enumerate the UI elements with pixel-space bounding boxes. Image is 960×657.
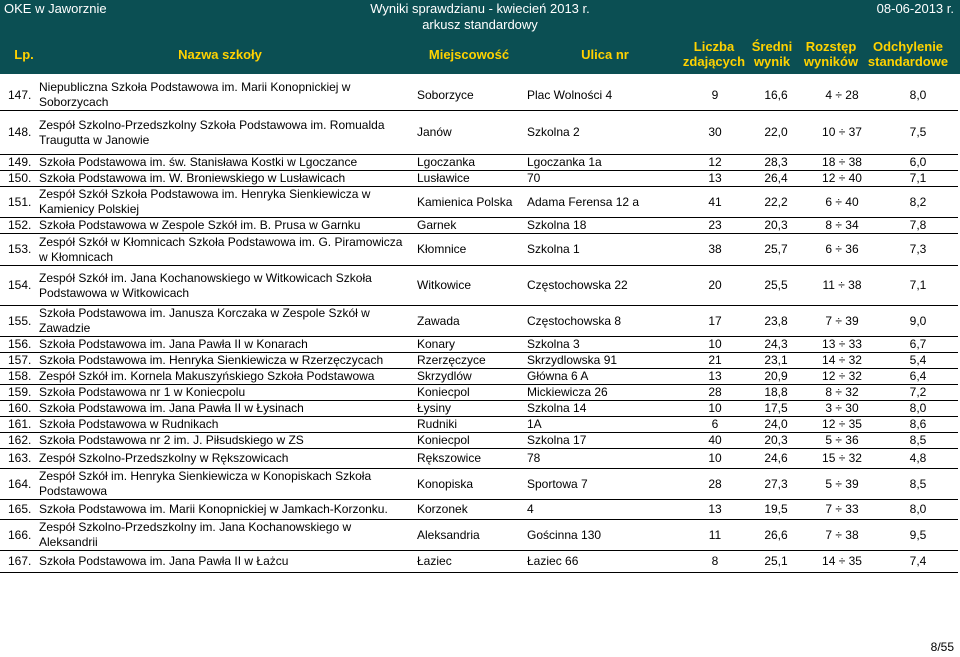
table-row bbox=[0, 401, 958, 417]
cell-sd: 7,2 bbox=[878, 385, 958, 401]
cell-count: 9 bbox=[684, 80, 746, 111]
cell-count: 13 bbox=[684, 500, 746, 520]
cell-street: Plac Wolności 4 bbox=[524, 80, 684, 111]
cell-sd: 7,5 bbox=[878, 111, 958, 155]
cell-town: Kamienica Polska bbox=[414, 187, 524, 218]
cell-school: Szkoła Podstawowa im. Jana Pawła II w Konarach bbox=[36, 337, 414, 353]
table-row bbox=[0, 500, 958, 520]
cell-lp: 147. bbox=[0, 80, 36, 111]
cell-school: Szkoła Podstawowa w Rudnikach bbox=[36, 417, 414, 433]
cell-sd: 9,0 bbox=[878, 306, 958, 337]
cell-school: Zespół Szkolno-Przedszkolny w Rększowicach bbox=[36, 449, 414, 469]
table-row bbox=[0, 218, 958, 234]
header-lp: Lp. bbox=[14, 46, 34, 62]
cell-school: Szkoła Podstawowa im. Marii Konopnickiej w Jamkach-Korzonku. bbox=[36, 500, 414, 520]
cell-sd: 7,1 bbox=[878, 171, 958, 187]
cell-count: 12 bbox=[684, 155, 746, 171]
cell-town: Rększowice bbox=[414, 449, 524, 469]
header-range: Rozstęp wyników bbox=[803, 39, 859, 69]
cell-range: 18 ÷ 38 bbox=[806, 155, 878, 171]
cell-range: 8 ÷ 32 bbox=[806, 385, 878, 401]
cell-mean: 24,3 bbox=[746, 337, 806, 353]
cell-sd: 9,5 bbox=[878, 520, 958, 551]
table-row bbox=[0, 155, 958, 171]
cell-street: Lgoczanka 1a bbox=[524, 155, 684, 171]
cell-town: Lgoczanka bbox=[414, 155, 524, 171]
cell-count: 8 bbox=[684, 551, 746, 573]
table-row bbox=[0, 520, 958, 551]
cell-town: Rudniki bbox=[414, 417, 524, 433]
cell-mean: 17,5 bbox=[746, 401, 806, 417]
cell-mean: 24,0 bbox=[746, 417, 806, 433]
cell-sd: 6,4 bbox=[878, 369, 958, 385]
table-row bbox=[0, 234, 958, 266]
cell-count: 10 bbox=[684, 337, 746, 353]
cell-sd: 8,0 bbox=[878, 80, 958, 111]
table-row bbox=[0, 171, 958, 187]
cell-sd: 7,1 bbox=[878, 266, 958, 306]
cell-mean: 20,3 bbox=[746, 218, 806, 234]
cell-lp: 165. bbox=[0, 500, 36, 520]
cell-lp: 154. bbox=[0, 266, 36, 306]
cell-street: Szkolna 2 bbox=[524, 111, 684, 155]
cell-town: Soborzyce bbox=[414, 80, 524, 111]
cell-sd: 8,6 bbox=[878, 417, 958, 433]
cell-lp: 153. bbox=[0, 234, 36, 266]
cell-count: 10 bbox=[684, 449, 746, 469]
cell-street: Szkolna 3 bbox=[524, 337, 684, 353]
table-row bbox=[0, 417, 958, 433]
cell-school: Szkoła Podstawowa im. W. Broniewskiego w Lusławicach bbox=[36, 171, 414, 187]
cell-lp: 149. bbox=[0, 155, 36, 171]
cell-range: 7 ÷ 38 bbox=[806, 520, 878, 551]
cell-range: 12 ÷ 35 bbox=[806, 417, 878, 433]
cell-range: 15 ÷ 32 bbox=[806, 449, 878, 469]
cell-count: 41 bbox=[684, 187, 746, 218]
cell-school: Zespół Szkół im. Kornela Makuszyńskiego Szkoła Podstawowa bbox=[36, 369, 414, 385]
cell-range: 8 ÷ 34 bbox=[806, 218, 878, 234]
header-sd: Odchylenie standardowe bbox=[867, 39, 949, 69]
table-row bbox=[0, 187, 958, 218]
cell-town: Garnek bbox=[414, 218, 524, 234]
cell-school: Zespół Szkół im. Henryka Sienkiewicza w Konopiskach Szkoła Podstawowa bbox=[36, 469, 414, 500]
cell-school: Szkoła Podstawowa im. Henryka Sienkiewicza w Rzerzęczycach bbox=[36, 353, 414, 369]
cell-range: 14 ÷ 32 bbox=[806, 353, 878, 369]
cell-mean: 23,1 bbox=[746, 353, 806, 369]
cell-street: Skrzydlowska 91 bbox=[524, 353, 684, 369]
cell-lp: 160. bbox=[0, 401, 36, 417]
cell-town: Witkowice bbox=[414, 266, 524, 306]
cell-lp: 162. bbox=[0, 433, 36, 449]
cell-town: Łysiny bbox=[414, 401, 524, 417]
cell-mean: 24,6 bbox=[746, 449, 806, 469]
cell-town: Zawada bbox=[414, 306, 524, 337]
cell-town: Koniecpol bbox=[414, 385, 524, 401]
cell-range: 6 ÷ 40 bbox=[806, 187, 878, 218]
cell-range: 3 ÷ 30 bbox=[806, 401, 878, 417]
header-town: Miejscowość bbox=[428, 46, 510, 62]
cell-mean: 25,1 bbox=[746, 551, 806, 573]
cell-sd: 4,8 bbox=[878, 449, 958, 469]
cell-mean: 20,9 bbox=[746, 369, 806, 385]
cell-count: 10 bbox=[684, 401, 746, 417]
cell-mean: 27,3 bbox=[746, 469, 806, 500]
cell-street: Szkolna 14 bbox=[524, 401, 684, 417]
cell-count: 38 bbox=[684, 234, 746, 266]
cell-sd: 6,0 bbox=[878, 155, 958, 171]
cell-lp: 157. bbox=[0, 353, 36, 369]
cell-count: 17 bbox=[684, 306, 746, 337]
cell-count: 6 bbox=[684, 417, 746, 433]
cell-school: Zespół Szkolno-Przedszkolny Szkoła Podstawowa im. Romualda Traugutta w Janowie bbox=[36, 111, 414, 155]
report-date: 08-06-2013 r. bbox=[876, 1, 954, 16]
cell-school: Zespół Szkół Szkoła Podstawowa im. Henryka Sienkiewicza w Kamienicy Polskiej bbox=[36, 187, 414, 218]
cell-town: Skrzydlów bbox=[414, 369, 524, 385]
cell-street: Sportowa 7 bbox=[524, 469, 684, 500]
cell-lp: 163. bbox=[0, 449, 36, 469]
cell-street: 78 bbox=[524, 449, 684, 469]
cell-range: 13 ÷ 33 bbox=[806, 337, 878, 353]
cell-school: Zespół Szkół w Kłomnicach Szkoła Podstawowa im. G. Piramowicza w Kłomnicach bbox=[36, 234, 414, 266]
cell-lp: 155. bbox=[0, 306, 36, 337]
table-row bbox=[0, 433, 958, 449]
table-row bbox=[0, 306, 958, 337]
table-row bbox=[0, 80, 958, 111]
cell-school: Zespół Szkół im. Jana Kochanowskiego w Witkowicach Szkoła Podstawowa w Witkowicach bbox=[36, 266, 414, 306]
table-row bbox=[0, 551, 958, 573]
cell-street: Łaziec 66 bbox=[524, 551, 684, 573]
cell-street: Częstochowska 8 bbox=[524, 306, 684, 337]
table-row bbox=[0, 111, 958, 155]
cell-street: Gościnna 130 bbox=[524, 520, 684, 551]
cell-school: Zespół Szkolno-Przedszkolny im. Jana Kochanowskiego w Aleksandrii bbox=[36, 520, 414, 551]
cell-street: 4 bbox=[524, 500, 684, 520]
cell-town: Kłomnice bbox=[414, 234, 524, 266]
cell-count: 13 bbox=[684, 369, 746, 385]
table-row bbox=[0, 337, 958, 353]
cell-range: 4 ÷ 28 bbox=[806, 80, 878, 111]
cell-lp: 159. bbox=[0, 385, 36, 401]
cell-sd: 6,7 bbox=[878, 337, 958, 353]
cell-mean: 23,8 bbox=[746, 306, 806, 337]
cell-count: 13 bbox=[684, 171, 746, 187]
cell-mean: 19,5 bbox=[746, 500, 806, 520]
table-row bbox=[0, 469, 958, 500]
cell-lp: 166. bbox=[0, 520, 36, 551]
table-row bbox=[0, 385, 958, 401]
table-header bbox=[0, 34, 960, 74]
cell-school: Szkoła Podstawowa im. Jana Pawła II w Łysinach bbox=[36, 401, 414, 417]
cell-lp: 152. bbox=[0, 218, 36, 234]
cell-lp: 156. bbox=[0, 337, 36, 353]
header-street: Ulica nr bbox=[581, 46, 629, 62]
cell-town: Aleksandria bbox=[414, 520, 524, 551]
cell-school: Szkoła Podstawowa im. Janusza Korczaka w Zespole Szkół w Zawadzie bbox=[36, 306, 414, 337]
cell-sd: 8,5 bbox=[878, 469, 958, 500]
table-row bbox=[0, 266, 958, 306]
cell-street: Adama Ferensa 12 a bbox=[524, 187, 684, 218]
cell-street: Szkolna 17 bbox=[524, 433, 684, 449]
cell-lp: 167. bbox=[0, 551, 36, 573]
cell-school: Niepubliczna Szkoła Podstawowa im. Marii Konopnickiej w Soborzycach bbox=[36, 80, 414, 111]
cell-street: Częstochowska 22 bbox=[524, 266, 684, 306]
header-school: Nazwa szkoły bbox=[178, 46, 262, 62]
cell-sd: 7,3 bbox=[878, 234, 958, 266]
cell-mean: 28,3 bbox=[746, 155, 806, 171]
cell-mean: 26,6 bbox=[746, 520, 806, 551]
cell-range: 14 ÷ 35 bbox=[806, 551, 878, 573]
table-row bbox=[0, 353, 958, 369]
cell-school: Szkoła Podstawowa nr 1 w Koniecpolu bbox=[36, 385, 414, 401]
cell-school: Szkoła Podstawowa im. Jana Pawła II w Łażcu bbox=[36, 551, 414, 573]
publisher-label: OKE w Jaworznie bbox=[4, 1, 107, 16]
header-mean: Średni wynik bbox=[751, 39, 793, 69]
cell-mean: 26,4 bbox=[746, 171, 806, 187]
cell-street: Mickiewicza 26 bbox=[524, 385, 684, 401]
cell-town: Korzonek bbox=[414, 500, 524, 520]
cell-town: Koniecpol bbox=[414, 433, 524, 449]
cell-lp: 151. bbox=[0, 187, 36, 218]
cell-school: Szkoła Podstawowa im. św. Stanisława Kostki w Lgoczance bbox=[36, 155, 414, 171]
cell-street: Szkolna 18 bbox=[524, 218, 684, 234]
cell-count: 20 bbox=[684, 266, 746, 306]
report-title: Wyniki sprawdzianu - kwiecień 2013 r. bbox=[370, 1, 590, 16]
table-row bbox=[0, 369, 958, 385]
cell-count: 11 bbox=[684, 520, 746, 551]
cell-sd: 7,4 bbox=[878, 551, 958, 573]
cell-mean: 25,5 bbox=[746, 266, 806, 306]
cell-sd: 8,5 bbox=[878, 433, 958, 449]
cell-mean: 16,6 bbox=[746, 80, 806, 111]
cell-count: 28 bbox=[684, 469, 746, 500]
cell-count: 40 bbox=[684, 433, 746, 449]
cell-sd: 8,0 bbox=[878, 500, 958, 520]
cell-street: Szkolna 1 bbox=[524, 234, 684, 266]
cell-count: 23 bbox=[684, 218, 746, 234]
cell-town: Rzerzęczyce bbox=[414, 353, 524, 369]
cell-lp: 161. bbox=[0, 417, 36, 433]
cell-range: 5 ÷ 36 bbox=[806, 433, 878, 449]
cell-school: Szkoła Podstawowa nr 2 im. J. Piłsudskiego w ZS bbox=[36, 433, 414, 449]
cell-lp: 164. bbox=[0, 469, 36, 500]
cell-sd: 7,8 bbox=[878, 218, 958, 234]
cell-mean: 22,2 bbox=[746, 187, 806, 218]
cell-sd: 8,0 bbox=[878, 401, 958, 417]
cell-lp: 158. bbox=[0, 369, 36, 385]
cell-range: 10 ÷ 37 bbox=[806, 111, 878, 155]
page-number: 8/55 bbox=[930, 640, 954, 654]
results-table bbox=[0, 80, 958, 573]
cell-mean: 25,7 bbox=[746, 234, 806, 266]
cell-town: Janów bbox=[414, 111, 524, 155]
cell-lp: 150. bbox=[0, 171, 36, 187]
report-subtitle: arkusz standardowy bbox=[422, 17, 538, 32]
cell-mean: 22,0 bbox=[746, 111, 806, 155]
cell-sd: 5,4 bbox=[878, 353, 958, 369]
cell-range: 6 ÷ 36 bbox=[806, 234, 878, 266]
cell-range: 11 ÷ 38 bbox=[806, 266, 878, 306]
cell-sd: 8,2 bbox=[878, 187, 958, 218]
table-row bbox=[0, 449, 958, 469]
cell-mean: 18,8 bbox=[746, 385, 806, 401]
header-count: Liczba zdających bbox=[682, 39, 746, 69]
cell-town: Konopiska bbox=[414, 469, 524, 500]
cell-mean: 20,3 bbox=[746, 433, 806, 449]
cell-town: Lusławice bbox=[414, 171, 524, 187]
cell-street: 1A bbox=[524, 417, 684, 433]
cell-range: 5 ÷ 39 bbox=[806, 469, 878, 500]
cell-range: 7 ÷ 39 bbox=[806, 306, 878, 337]
cell-lp: 148. bbox=[0, 111, 36, 155]
cell-town: Łaziec bbox=[414, 551, 524, 573]
cell-range: 12 ÷ 32 bbox=[806, 369, 878, 385]
cell-range: 7 ÷ 33 bbox=[806, 500, 878, 520]
top-bar bbox=[0, 0, 960, 34]
cell-range: 12 ÷ 40 bbox=[806, 171, 878, 187]
cell-town: Konary bbox=[414, 337, 524, 353]
cell-count: 30 bbox=[684, 111, 746, 155]
cell-count: 28 bbox=[684, 385, 746, 401]
cell-street: 70 bbox=[524, 171, 684, 187]
cell-street: Główna 6 A bbox=[524, 369, 684, 385]
cell-count: 21 bbox=[684, 353, 746, 369]
cell-school: Szkoła Podstawowa w Zespole Szkół im. B. Prusa w Garnku bbox=[36, 218, 414, 234]
